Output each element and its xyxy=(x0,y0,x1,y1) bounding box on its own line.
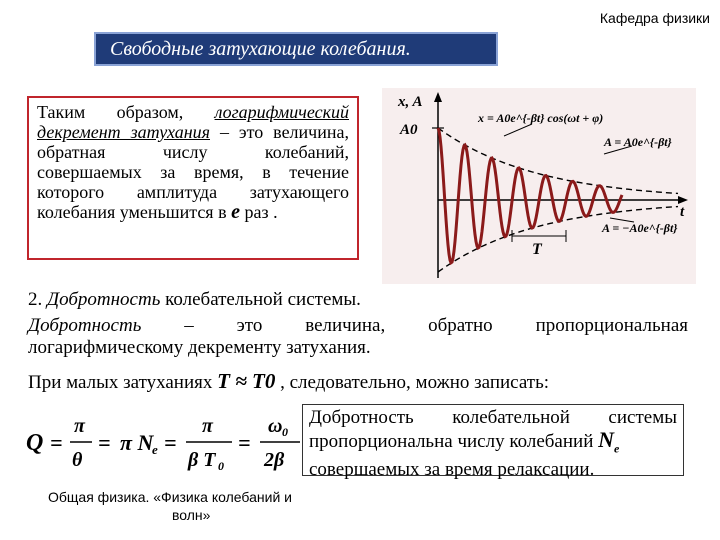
eq-sign-3: = xyxy=(164,430,177,455)
section-2-rest: колебательной системы. xyxy=(160,289,361,310)
definition-box xyxy=(27,96,359,260)
quality-def-line1: – это величина, обратно пропорциональная xyxy=(141,315,688,336)
definition-text-3: раз . xyxy=(239,202,278,222)
footer-line2: волн» xyxy=(172,507,211,523)
eq-sign-1: = xyxy=(50,430,63,455)
ne-subscript: e xyxy=(152,442,158,457)
two-beta-denominator: 2β xyxy=(264,449,285,471)
q-note-line2-wrap xyxy=(309,429,677,459)
graph-x-label: t xyxy=(680,204,685,220)
omega-subscript: 0 xyxy=(282,425,288,439)
period-approx-formula: T ≈ T0 xyxy=(217,369,276,393)
footer-citation xyxy=(48,488,348,524)
q-note-line3: совершаемых за время релаксации. xyxy=(309,459,595,481)
term-decrement: декремент затухания xyxy=(37,122,210,142)
small-damping-before: При малых затуханиях xyxy=(28,372,218,393)
quality-definition xyxy=(28,315,688,359)
graph-equation-lower: A = −A0e^{-βt} xyxy=(602,221,678,235)
graph-equation-upper: A = A0e^{-βt} xyxy=(604,135,672,149)
quality-term: Добротность xyxy=(28,315,142,336)
y-axis-arrow xyxy=(434,92,442,102)
euler-e: e xyxy=(231,201,240,223)
definition-text-1: Таким образом, xyxy=(37,102,215,122)
pi-numerator-1: π xyxy=(74,415,85,437)
beta-t0-denominator: β T xyxy=(188,449,216,471)
x-axis-arrow xyxy=(678,196,688,204)
period-label: T xyxy=(532,241,542,258)
a0-label: A0 xyxy=(400,122,418,138)
pi-ne: π N xyxy=(120,430,154,455)
q-symbol: Q xyxy=(26,430,44,456)
section-2-number: 2. xyxy=(28,289,47,310)
section-2-term: Добротность xyxy=(47,289,161,310)
eq-sign-2: = xyxy=(98,430,111,455)
quality-note-box xyxy=(302,404,684,481)
small-damping-after: , следовательно, можно записать: xyxy=(275,372,550,393)
quality-def-line2: логарифмическому декременту затухания. xyxy=(28,337,371,358)
omega-numerator: ω xyxy=(268,415,283,437)
q-note-line2: пропорциональна числу колебаний xyxy=(309,431,599,452)
eq-sign-4: = xyxy=(238,430,251,455)
department-label: Кафедра физики xyxy=(599,10,710,26)
section-2-heading xyxy=(28,289,688,311)
term-logarithmic: логарифмический xyxy=(214,102,349,122)
damped-oscillation-graph xyxy=(382,88,696,284)
oscillation-curve xyxy=(438,128,622,263)
q-note-line1: Добротность колебательной системы xyxy=(309,407,677,428)
theta-denominator: θ xyxy=(72,449,83,471)
quality-factor-formula xyxy=(24,404,304,484)
slide-title: Свободные затухающие колебания. xyxy=(94,32,498,66)
pi-numerator-2: π xyxy=(202,415,213,437)
small-damping-line xyxy=(28,370,688,394)
graph-y-label: x, A xyxy=(398,94,423,110)
t0-subscript: 0 xyxy=(218,459,224,473)
ne-symbol: $N_e$ xyxy=(598,427,620,456)
graph-equation-main: x = A0e^{-βt} cos(ωt + φ) xyxy=(478,111,604,125)
definition-text-2: – это величина, обратная числу колебаний, совершаемых за время, в течение которого амплитуда затухающего колебания уменьшится в xyxy=(37,122,349,222)
pointer-main xyxy=(504,124,532,136)
footer-line1: Общая физика. «Физика колебаний и xyxy=(48,489,292,505)
